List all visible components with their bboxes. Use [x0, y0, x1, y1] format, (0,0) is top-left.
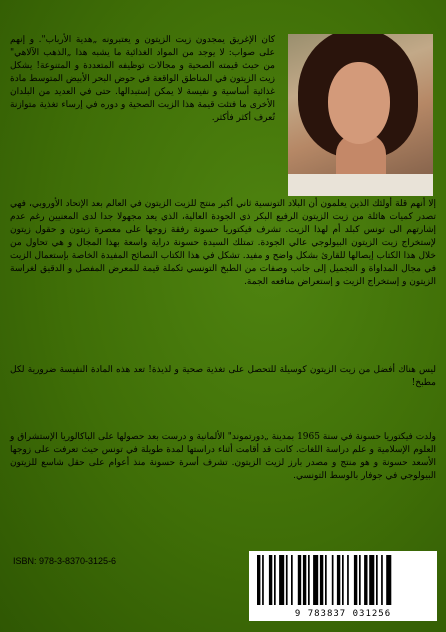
author-photo-shirt	[288, 174, 433, 196]
author-photo	[288, 34, 433, 196]
tagline-paragraph: ليس هناك أفضل من زيت الزيتون كوسيلة للتحصل على تغذية صحية و لذيذة! تعد هذه المادة النفيسة ضرورية لكل مطبخ!	[10, 365, 436, 388]
barcode-bar	[347, 555, 349, 605]
barcode-bar	[325, 555, 327, 605]
barcode-bar	[303, 555, 306, 605]
barcode-bar	[386, 555, 391, 605]
barcode-bar	[381, 555, 383, 605]
barcode-bar	[286, 555, 288, 605]
barcode-bar	[332, 555, 334, 605]
barcode-bar	[359, 555, 361, 605]
author-photo-face	[328, 62, 390, 144]
barcode-bar	[279, 555, 284, 605]
barcode-bar	[257, 555, 260, 605]
intro-paragraph: كان الإغريق يمجدون زيت الزيتون و يعتبرونه „هدية الأرباب". و إنهم على صواب: لا يوجد من المواد الغذائية ما يشبه هذا „الذهب الآلاهي" من حيث قيمته الصحية و مجالات توظيفه المتعددة و المتنوعة! يشكل زيت الزيتون في المناطق الواقعة في حوض البحر الأبيض المتوسط مادة غذائية أساسية و نفيسة لا يمكن إستبدالها. حتى في العديد من البلدان الأخرى ما فتئت قيمة هذا الزيت الصحية و دوره في إرساء تغذية متوازنة تُعرف أكثر فأكثر.	[10, 35, 275, 123]
barcode-bars	[257, 555, 429, 605]
barcode-bar	[298, 555, 301, 605]
barcode-bar	[291, 555, 293, 605]
barcode-bar	[354, 555, 357, 605]
barcode-bar	[320, 555, 323, 605]
barcode-bar	[313, 555, 318, 605]
barcode-bar	[342, 555, 344, 605]
barcode-bar	[262, 555, 264, 605]
barcode-bar	[308, 555, 310, 605]
barcode-bar	[376, 555, 378, 605]
main-paragraph: إلا أنهم قلة أولئك الذين يعلمون أن البلاد التونسية ثاني أكبر منتج للزيت الزيتون في العالم بعد الإتحاد الأوروبي، فهي تصدر كميات هائلة من زيت الزيتون الرفيع البكر ذي الجودة العالية، الذي يعد مجهولا جدا لدى المعنيين رغم عدم إشارتهم الى تونس كبلد أم لهذا الزيت. تشرف فيكتوريا حسونة رفقة زوجها على معصرة زيتون و حقول زيتون لإستخراج زيت الزيتون البيولوجي عالي الجودة. تمتلك السيدة حسونة دراية واسعة بهذا المجال و هي تحاول من خلال هذا الكتاب إيصالها للقارئ بشكل واضح و مفيد. تشكل في هذا الكتاب النصائح المفيدة الخاصة بإستعمال الزيت في مجال المداواة و التجميل إلى جانب وصفات من الطبخ التونسي تكملة قيمة للمعرض المفصل و الدقيق لغراسة الزيتون و إستخراج الزيت و إستعراض منافعه الجمة.	[10, 199, 436, 287]
barcode-bar	[369, 555, 374, 605]
barcode-bar	[269, 555, 272, 605]
isbn-text: ISBN: 978-3-8370-3125-6	[13, 556, 117, 566]
barcode-bar	[337, 555, 340, 605]
author-bio: ولدت فيكتوريا حسونة في سنة 1965 بمدينة „دورتموند" الألمانية و درست بعد حصولها على الباكالوريا الإستشراق و العلوم الإسلامية و علم دراسة اللغات. كانت قد أقامت أثناء دراستها لمدة طويلة في تونس حيث تعرفت على زوجها الأسعد حسونة و هو منتج و مصدر بارز لزيت الزيتون. تشرف أسرة حسونة منذ أعوام على حقل شاسع للزيتون البيولوجي في جوفار بالوسط التونسي.	[10, 432, 436, 481]
barcode-digits: 9 783837 031256	[294, 609, 392, 619]
barcode	[249, 551, 437, 621]
barcode-bar	[274, 555, 276, 605]
barcode-bar	[364, 555, 367, 605]
